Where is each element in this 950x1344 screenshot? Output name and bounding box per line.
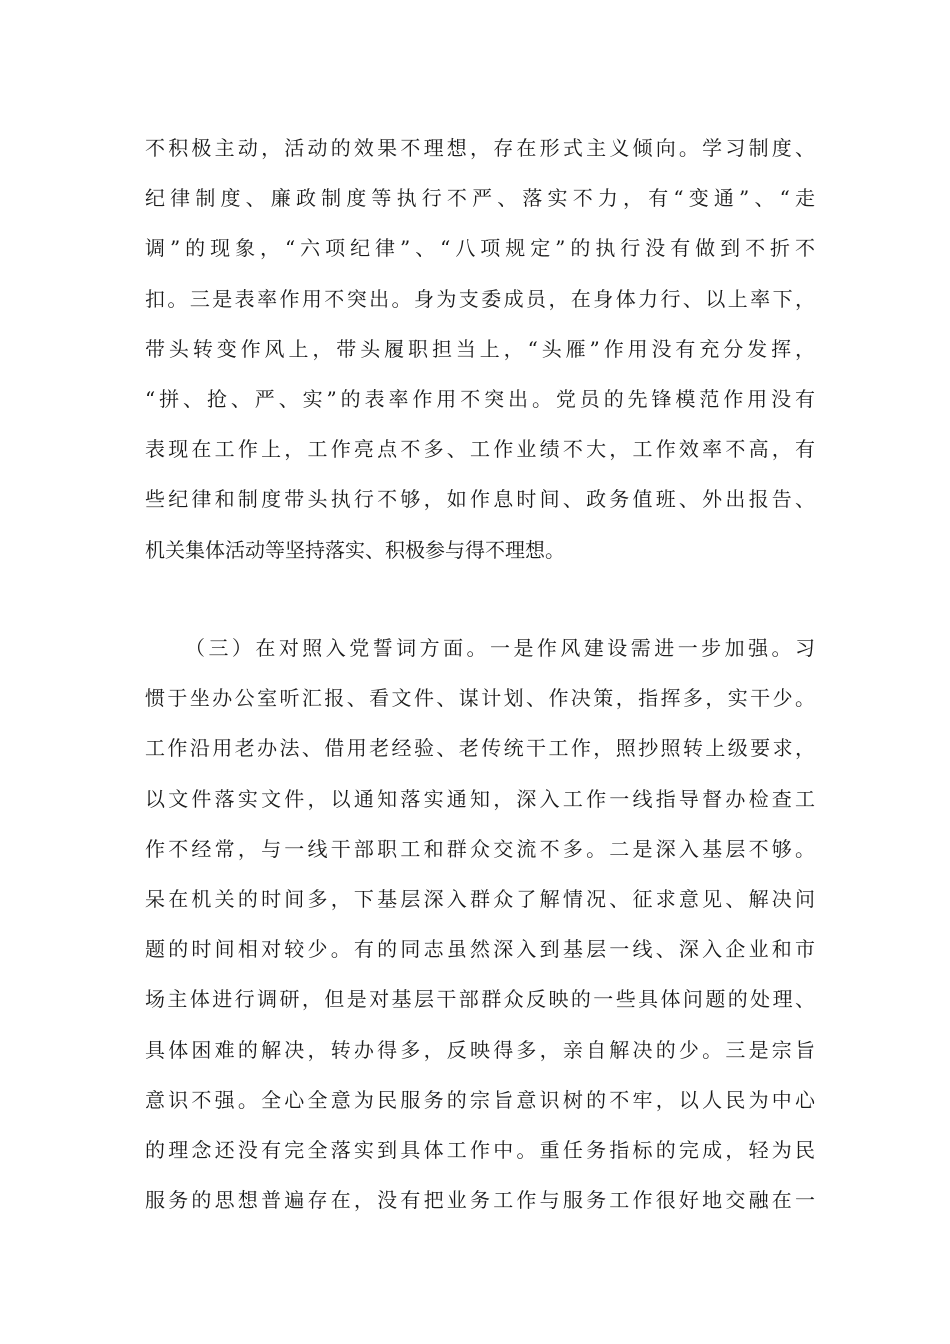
text-line: 意识不强。全心全意为民服务的宗旨意识树的不牢，以人民为中心 <box>145 1087 815 1112</box>
text-line: 些纪律和制度带头执行不够，如作息时间、政务值班、外出报告、 <box>145 487 815 512</box>
text-line: 呆在机关的时间多，下基层深入群众了解情况、征求意见、解决问 <box>145 886 815 911</box>
text-line: 具体困难的解决，转办得多，反映得多，亲自解决的少。三是宗旨 <box>145 1037 815 1062</box>
text-line: 扣。三是表率作用不突出。身为支委成员，在身体力行、以上率下， <box>145 286 815 311</box>
text-line: 作不经常，与一线干部职工和群众交流不多。二是深入基层不够。 <box>145 836 815 861</box>
text-line: 的理念还没有完全落实到具体工作中。重任务指标的完成，轻为民 <box>145 1137 815 1162</box>
text-line: 表现在工作上，工作亮点不多、工作业绩不大，工作效率不高，有 <box>145 437 815 462</box>
paragraph-1 <box>145 123 815 575</box>
text-line: 惯于坐办公室听汇报、看文件、谋计划、作决策，指挥多，实干少。 <box>145 686 815 711</box>
paragraph-2 <box>145 623 815 1225</box>
text-line: 带头转变作风上，带头履职担当上，“头雁”作用没有充分发挥， <box>145 336 815 361</box>
text-line: 纪律制度、廉政制度等执行不严、落实不力，有“变通”、“走 <box>145 186 815 211</box>
text-line: （三）在对照入党誓词方面。一是作风建设需进一步加强。习 <box>185 636 815 660</box>
text-line: 机关集体活动等坚持落实、积极参与得不理想。 <box>145 537 565 562</box>
text-line: 工作沿用老办法、借用老经验、老传统干工作，照抄照转上级要求， <box>145 736 815 761</box>
text-line: 以文件落实文件，以通知落实通知，深入工作一线指导督办检查工 <box>145 786 815 811</box>
text-line: “拼、抢、严、实”的表率作用不突出。党员的先锋模范作用没有 <box>145 386 815 411</box>
text-line: 不积极主动，活动的效果不理想，存在形式主义倾向。学习制度、 <box>145 136 815 160</box>
text-line: 服务的思想普遍存在，没有把业务工作与服务工作很好地交融在一 <box>145 1188 815 1213</box>
text-line: 场主体进行调研，但是对基层干部群众反映的一些具体问题的处理、 <box>145 987 815 1012</box>
text-line: 调”的现象，“六项纪律”、“八项规定”的执行没有做到不折不 <box>145 236 815 261</box>
text-line: 题的时间相对较少。有的同志虽然深入到基层一线、深入企业和市 <box>145 937 815 962</box>
